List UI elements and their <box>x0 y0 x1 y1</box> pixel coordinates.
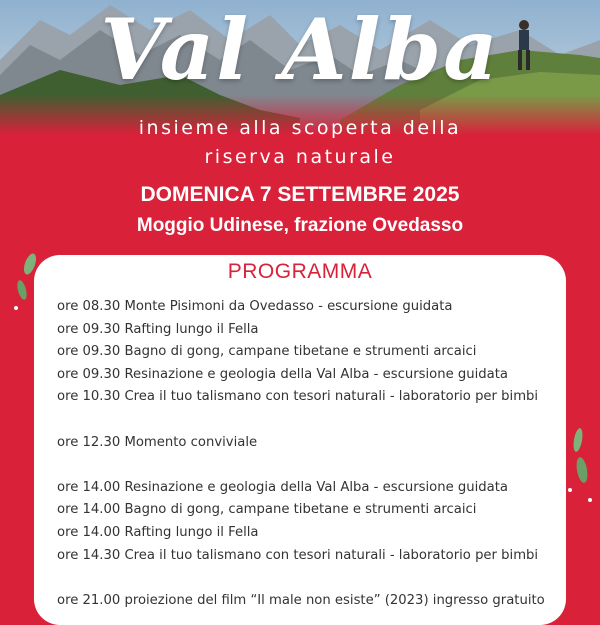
event-title: Val Alba <box>100 0 500 99</box>
subtitle-line-1: insieme alla scoperta della <box>138 117 462 139</box>
program-item: ore 14.00 Resinazione e geologia della Val Alba - escursione guidata <box>57 479 509 495</box>
spacer <box>57 567 577 590</box>
program-heading: PROGRAMMA <box>227 260 373 283</box>
spacer <box>57 454 577 477</box>
program-item: ore 09.30 Rafting lungo il Fella <box>57 321 259 337</box>
event-location: Moggio Udinese, frazione Ovedasso <box>136 215 464 236</box>
program-item: ore 09.30 Bagno di gong, campane tibetane e strumenti arcaici <box>57 344 477 360</box>
program-item: ore 14.00 Rafting lungo il Fella <box>57 524 259 540</box>
spacer <box>57 409 577 432</box>
program-item: ore 14.00 Bagno di gong, campane tibetane e strumenti arcaici <box>57 502 477 518</box>
program-item: ore 12.30 Momento conviviale <box>57 434 258 450</box>
program-list <box>57 296 577 612</box>
subtitle-line-2: riserva naturale <box>204 146 396 168</box>
program-item: ore 09.30 Resinazione e geologia della Val Alba - escursione guidata <box>57 366 509 382</box>
event-date: DOMENICA 7 SETTEMBRE 2025 <box>140 183 460 206</box>
program-item: ore 14.30 Crea il tuo talismano con tesori naturali - laboratorio per bimbi <box>57 547 539 563</box>
program-item: ore 08.30 Monte Pisimoni da Ovedasso - escursione guidata <box>57 299 453 314</box>
program-item: ore 21.00 proiezione del film “Il male non esiste” (2023) ingresso gratuito <box>57 592 545 608</box>
program-item: ore 10.30 Crea il tuo talismano con tesori naturali - laboratorio per bimbi <box>57 389 539 405</box>
